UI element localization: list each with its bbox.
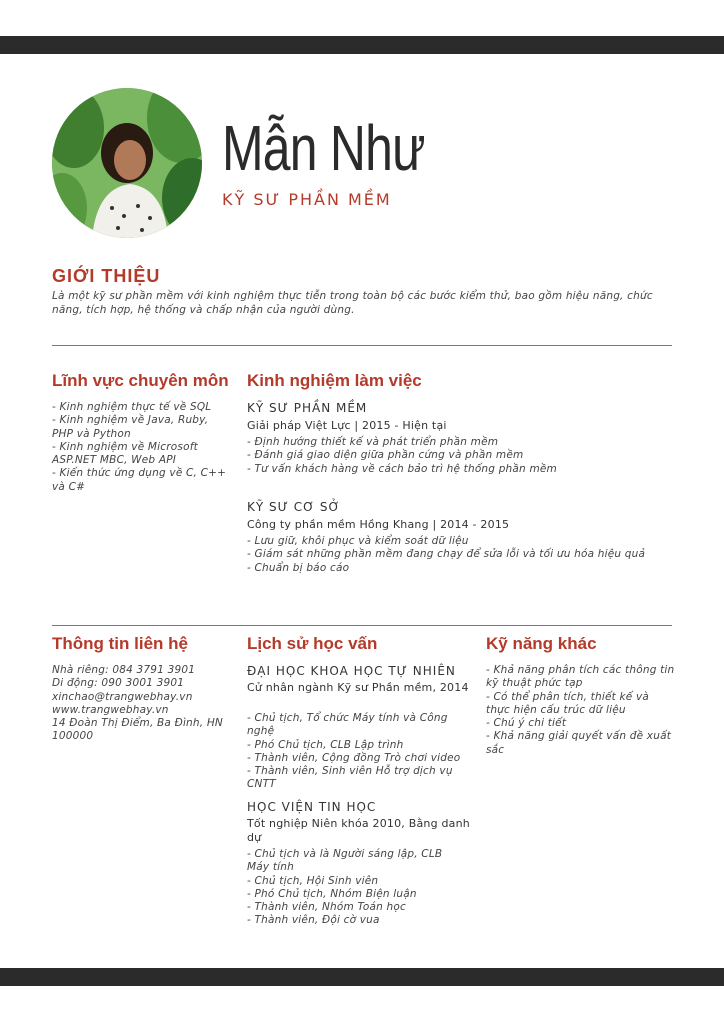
divider [52,625,672,626]
website-link[interactable]: www.trangwebhay.vn [52,703,169,716]
list-item: - Thành viên, Cộng đồng Trò chơi video [247,751,461,764]
list-item: - Chủ tịch và là Người sáng lập, CLB Máy tính [247,848,443,874]
intro-heading: GIỚI THIỆU [52,266,161,286]
list-item: - Thành viên, Sinh viên Hỗ trợ dịch vụ CNTT [247,765,453,791]
school-name: HỌC VIỆN TIN HỌC [247,800,377,814]
list-item: - Chú ý chi tiết [486,717,567,730]
school-activities [247,712,467,792]
divider [52,345,672,346]
list-item: - Thành viên, Đội cờ vua [247,914,380,927]
contact-list [52,664,232,744]
job-title: KỸ SƯ CƠ SỞ [247,500,341,514]
mobile-phone: Di động: 090 3001 3901 [52,677,185,690]
school-degree: Tốt nghiệp Niên khóa 2010, Bằng danh dự [247,817,470,844]
job-duties [247,535,677,575]
list-item: - Khả năng phân tích các thông tin kỹ thuật phức tạp [486,664,675,690]
list-item: - Giám sát những phần mềm đang chạy để sửa lỗi và tối ưu hóa hiệu quả [247,548,646,561]
intro-text: Là một kỹ sư phần mềm với kinh nghiệm thực tiễn trong toàn bộ các bước kiểm thử, bao gồm hiệu năng, chức năng, tích hợp, hệ thống và chấp nhận của người dùng. [52,290,653,316]
skills-heading: Kỹ năng khác [486,634,597,653]
candidate-title: KỸ SƯ PHẦN MỀM [222,190,392,209]
top-bar [0,36,724,54]
contact-heading: Thông tin liên hệ [52,634,188,653]
bottom-bar [0,968,724,986]
address: 14 Đoàn Thị Điểm, Ba Đình, HN 100000 [52,717,223,743]
list-item: - Định hướng thiết kế và phát triển phần mềm [247,436,499,448]
list-item: - Đánh giá giao diện giữa phần cứng và phần mềm [247,449,524,462]
school-name: ĐẠI HỌC KHOA HỌC TỰ NHIÊN [247,664,456,678]
list-item: - Có thể phân tích, thiết kế và thực hiện cấu trúc dữ liệu [486,690,650,716]
expertise-list [52,401,232,494]
education-heading: Lịch sử học vấn [247,634,378,653]
list-item: - Phó Chủ tịch, Nhóm Biện luận [247,887,417,900]
list-item: - Chủ tịch, Hội Sinh viên [247,874,379,887]
list-item: - Thành viên, Nhóm Toán học [247,901,406,914]
list-item: - Tư vấn khách hàng về cách bảo trì hệ thống phần mềm [247,462,557,475]
list-item: - Chuẩn bị báo cáo [247,561,350,574]
skills-list [486,664,676,757]
list-item: - Kinh nghiệm thực tế về SQL [52,401,212,413]
home-phone: Nhà riêng: 084 3791 3901 [52,664,196,676]
experience-heading: Kinh nghiệm làm việc [247,371,422,390]
list-item: - Lưu giữ, khôi phục và kiểm soát dữ liệu [247,535,469,547]
job-company: Công ty phần mềm Hồng Khang | 2014 - 2015 [247,518,510,531]
email-link[interactable]: xinchao@trangwebhay.vn [52,690,193,703]
job-duties [247,436,677,476]
list-item: - Khả năng giải quyết vấn đề xuất sắc [486,730,672,756]
list-item: - Chủ tịch, Tổ chức Máy tính và Công nghệ [247,712,448,738]
school-degree: Cử nhân ngành Kỹ sư Phần mềm, 2014 [247,681,469,694]
list-item: - Kinh nghiệm về Java, Ruby, PHP và Python [52,414,209,440]
candidate-name: Mẫn Như [222,112,425,184]
job-company: Giải pháp Việt Lực | 2015 - Hiện tại [247,419,447,432]
expertise-heading: Lĩnh vực chuyên môn [52,371,229,390]
list-item: - Phó Chủ tịch, CLB Lập trình [247,738,404,751]
school-activities [247,848,462,928]
job-title: KỸ SƯ PHẦN MỀM [247,401,368,415]
list-item: - Kiến thức ứng dụng về C, C++ và C# [52,467,227,493]
list-item: - Kinh nghiệm về Microsoft ASP.NET MBC, Web API [52,440,198,467]
profile-photo [52,88,202,238]
